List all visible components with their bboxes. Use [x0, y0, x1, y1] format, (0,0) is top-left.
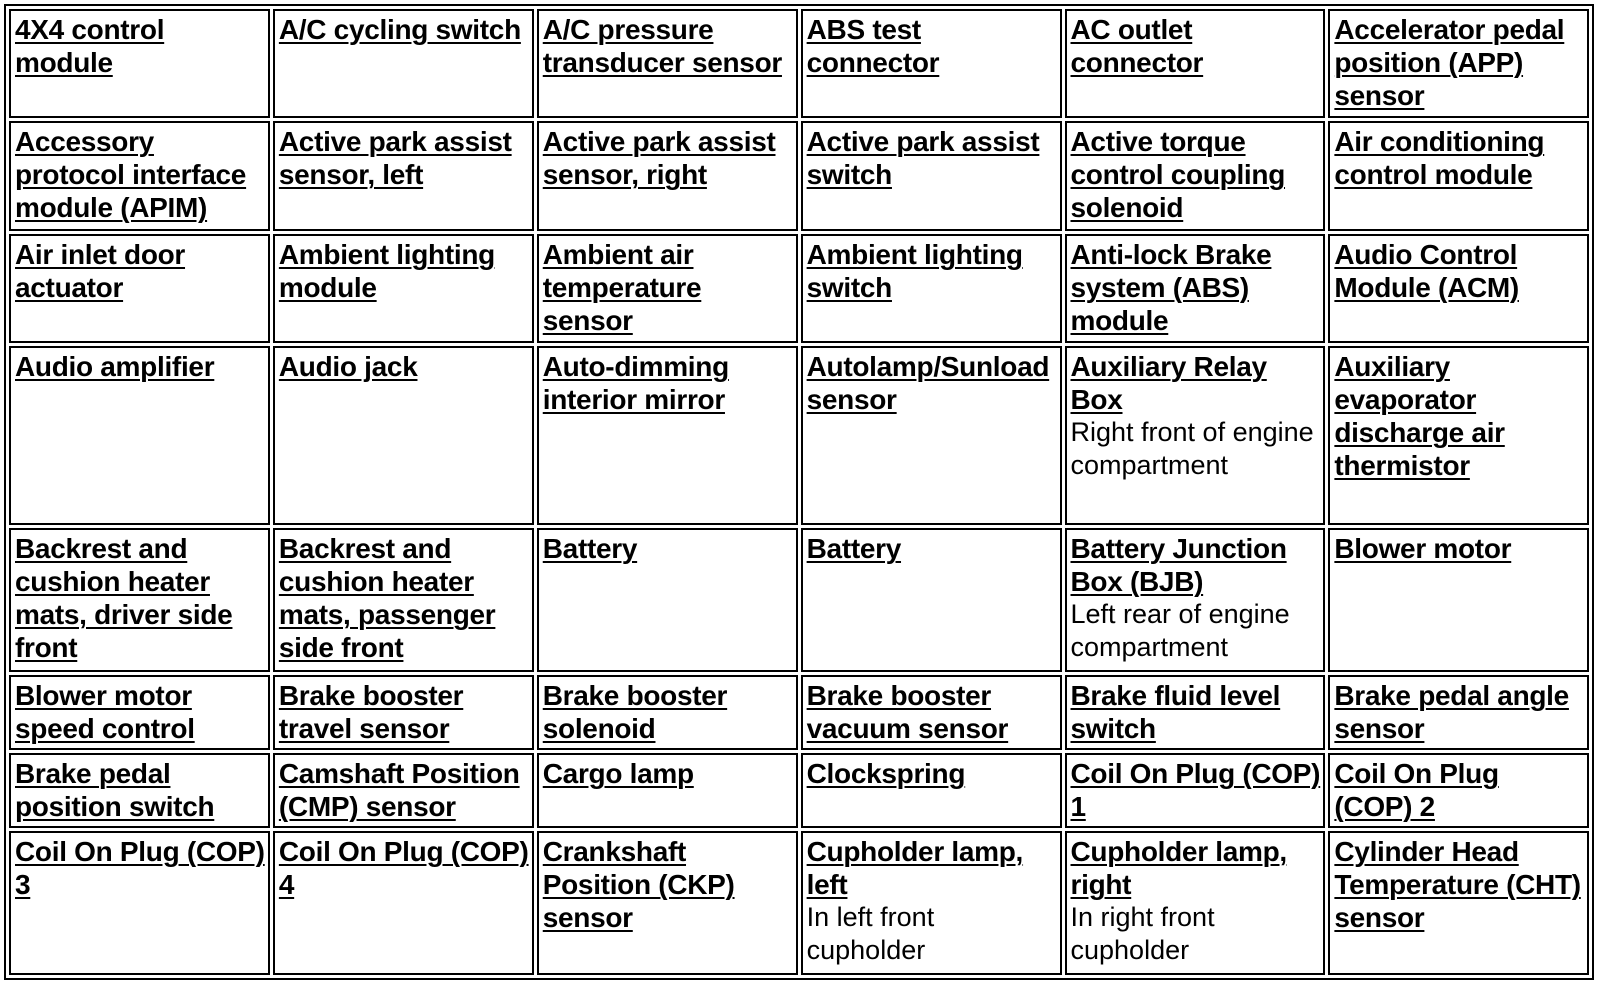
table-cell: [537, 528, 798, 672]
component-link[interactable]: Battery: [806, 533, 902, 565]
table-cell: [1328, 121, 1589, 230]
table-row: [9, 121, 1589, 230]
table-cell: [537, 234, 798, 343]
component-link[interactable]: Battery: [542, 533, 638, 565]
component-link[interactable]: Active park assist switch: [806, 126, 1040, 191]
component-link[interactable]: Ambient air temperature sensor: [542, 238, 702, 336]
component-link[interactable]: Coil On Plug (COP) 4: [278, 836, 529, 901]
table-cell: [273, 753, 534, 828]
component-link[interactable]: Coil On Plug (COP) 2: [1334, 758, 1499, 823]
component-link[interactable]: ABS test connector: [806, 14, 940, 78]
component-link[interactable]: Crankshaft Position (CKP) sensor: [542, 836, 735, 934]
table-row: [9, 831, 1589, 975]
table-cell: [1328, 753, 1589, 828]
component-link[interactable]: Backrest and cushion heater mats, driver side front: [15, 533, 233, 664]
table-cell: [801, 753, 1062, 828]
component-link[interactable]: Accelerator pedal position (APP) sensor: [1334, 14, 1565, 111]
table-cell: [801, 528, 1062, 672]
component-link[interactable]: Accessory protocol interface module (APIM): [15, 126, 247, 224]
component-link[interactable]: Auto-dimming interior mirror: [542, 351, 729, 416]
table-cell: [1065, 121, 1326, 230]
table-cell: [9, 346, 270, 525]
table-cell: [9, 9, 270, 118]
table-cell: [1065, 831, 1326, 975]
table-row: [9, 675, 1589, 750]
component-link[interactable]: Coil On Plug (COP) 1: [1070, 758, 1321, 823]
component-link[interactable]: Cylinder Head Temperature (CHT) sensor: [1334, 836, 1581, 934]
component-link[interactable]: Battery Junction Box (BJB): [1070, 533, 1287, 598]
table-cell: [801, 121, 1062, 230]
table-row: [9, 753, 1589, 828]
table-row: [9, 346, 1589, 525]
table-cell: [801, 9, 1062, 118]
component-link[interactable]: Active park assist sensor, right: [542, 126, 776, 191]
table-cell: [1328, 9, 1589, 118]
component-link[interactable]: Cargo lamp: [542, 758, 694, 790]
component-link[interactable]: Auxiliary Relay Box: [1070, 351, 1267, 416]
component-link[interactable]: Air inlet door actuator: [15, 238, 186, 303]
component-link[interactable]: Blower motor: [1334, 533, 1512, 565]
component-link[interactable]: Ambient lighting module: [278, 238, 495, 303]
component-link[interactable]: AC outlet connector: [1070, 14, 1204, 78]
component-link[interactable]: Brake booster solenoid: [542, 680, 728, 745]
table-cell: [1328, 831, 1589, 975]
table-cell: [1065, 753, 1326, 828]
component-link[interactable]: A/C pressure transducer sensor: [542, 14, 782, 78]
table-cell: [1328, 675, 1589, 750]
table-cell: [9, 528, 270, 672]
table-cell: [273, 9, 534, 118]
component-link[interactable]: Brake pedal angle sensor: [1334, 680, 1569, 745]
component-location: Left rear of engine compartment: [1070, 599, 1290, 663]
table-cell: [273, 346, 534, 525]
component-link[interactable]: Coil On Plug (COP) 3: [15, 836, 265, 901]
component-link[interactable]: Camshaft Position (CMP) sensor: [278, 758, 520, 823]
component-link[interactable]: Brake fluid level switch: [1070, 680, 1281, 745]
component-link[interactable]: 4X4 control module: [15, 14, 165, 78]
table-cell: [1328, 234, 1589, 343]
table-cell: [1328, 346, 1589, 525]
table-cell: [801, 346, 1062, 525]
table-cell: [801, 675, 1062, 750]
component-link[interactable]: Brake pedal position switch: [15, 758, 215, 823]
component-link[interactable]: Air conditioning control module: [1334, 126, 1545, 191]
component-link[interactable]: Anti-lock Brake system (ABS) module: [1070, 238, 1272, 336]
table-cell: [9, 675, 270, 750]
component-link[interactable]: Brake booster travel sensor: [278, 680, 464, 745]
table-cell: [537, 121, 798, 230]
table-cell: [537, 9, 798, 118]
table-row: [9, 234, 1589, 343]
table-cell: [9, 234, 270, 343]
component-link[interactable]: A/C cycling switch: [278, 14, 521, 45]
component-link[interactable]: Brake booster vacuum sensor: [806, 680, 1009, 745]
table-cell: [9, 831, 270, 975]
component-link[interactable]: Clockspring: [806, 758, 966, 790]
table-cell: [9, 121, 270, 230]
component-link[interactable]: Active torque control coupling solenoid: [1070, 126, 1286, 224]
table-cell: [273, 234, 534, 343]
component-location-table: [4, 4, 1594, 980]
component-link[interactable]: Audio jack: [278, 351, 418, 383]
component-location: In right front cupholder: [1070, 902, 1215, 966]
component-location: In left front cupholder: [806, 902, 935, 966]
component-link[interactable]: Cupholder lamp, left: [806, 836, 1024, 901]
table-row: [9, 9, 1589, 118]
table-cell: [801, 831, 1062, 975]
table-cell: [273, 831, 534, 975]
component-link[interactable]: Audio amplifier: [15, 351, 215, 383]
table-cell: [1065, 9, 1326, 118]
component-link[interactable]: Autolamp/Sunload sensor: [806, 351, 1050, 416]
table-cell: [1328, 528, 1589, 672]
component-link[interactable]: Auxiliary evaporator discharge air thermistor: [1334, 351, 1505, 482]
component-link[interactable]: Blower motor speed control: [15, 680, 195, 745]
table-row: [9, 528, 1589, 672]
component-link[interactable]: Ambient lighting switch: [806, 238, 1023, 303]
component-link[interactable]: Backrest and cushion heater mats, passenger side front: [278, 533, 496, 664]
table-cell: [1065, 528, 1326, 672]
table-cell: [537, 831, 798, 975]
table-cell: [537, 753, 798, 828]
table-cell: [273, 528, 534, 672]
table-cell: [273, 675, 534, 750]
table-body: [9, 9, 1589, 975]
component-link[interactable]: Active park assist sensor, left: [278, 126, 512, 191]
component-link[interactable]: Audio Control Module (ACM): [1334, 238, 1519, 303]
table-cell: [537, 346, 798, 525]
table-cell: [9, 753, 270, 828]
table-cell: [273, 121, 534, 230]
component-link[interactable]: Cupholder lamp, right: [1070, 836, 1287, 901]
table-cell: [801, 234, 1062, 343]
table-cell: [537, 675, 798, 750]
component-location: Right front of engine compartment: [1070, 417, 1314, 481]
table-cell: [1065, 675, 1326, 750]
table-cell: [1065, 346, 1326, 525]
table-cell: [1065, 234, 1326, 343]
